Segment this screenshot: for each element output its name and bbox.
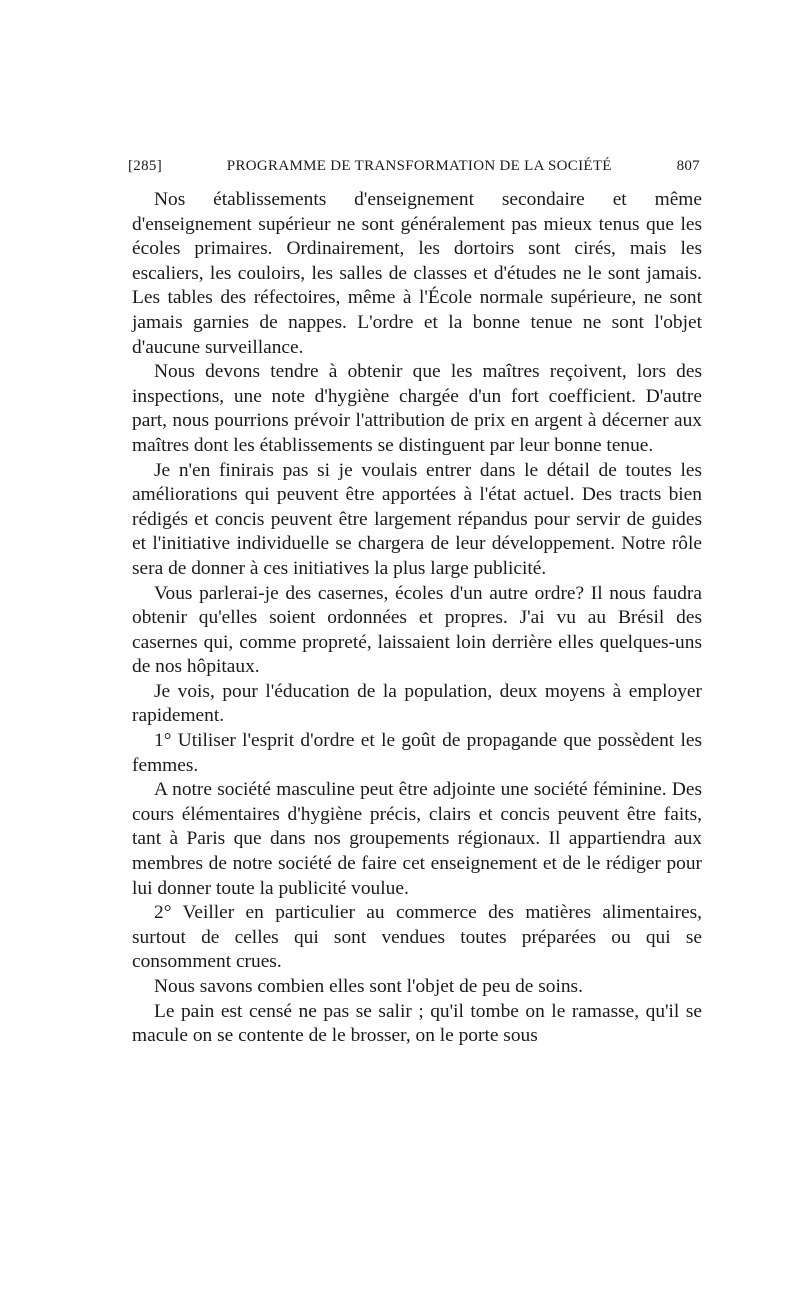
- paragraph: A notre société masculine peut être adjointe une société féminine. Des cours élémentaires d'hygiène précis, clairs et concis peuvent être faits, tant à Paris que dans nos groupements régionaux. Il appartiendra aux membres de notre société de faire cet enseignement et de le rédiger pour lui donner toute la publicité voulue.: [132, 779, 702, 899]
- paragraph: Nos établissements d'enseignement secondaire et même d'enseignement supérieur ne sont généralement pas mieux tenus que les écoles primaires. Ordinairement, les dortoirs sont cirés, mais les escaliers, les couloirs, les salles de classes et d'études ne le sont jamais. Les tables des réfectoires, même à l'École normale supérieure, ne sont jamais garnies de nappes. L'ordre et la bonne tenue ne sont l'objet d'aucune surveillance.: [132, 189, 702, 358]
- page-number: 807: [676, 158, 700, 174]
- paragraph: Vous parlerai-je des casernes, écoles d'un autre ordre? Il nous faudra obtenir qu'elles soient ordonnées et propres. J'ai vu au Brésil des casernes qui, comme propreté, laissaient loin derrière elles quelques-uns de nos hôpitaux.: [132, 582, 702, 678]
- running-header: [128, 158, 700, 175]
- paragraph: 1° Utiliser l'esprit d'ordre et le goût de propagande que possèdent les femmes.: [132, 730, 702, 776]
- paragraph: Nous savons combien elles sont l'objet de peu de soins.: [154, 976, 583, 997]
- paragraph: Je n'en finirais pas si je voulais entrer dans le détail de toutes les améliorations qui peuvent être apportées à l'état actuel. Des tracts bien rédigés et concis peuvent être largement répandus pour servir de guides et l'initiative individuelle se chargera de leur développement. Notre rôle sera de donner à ces initiatives la plus large publicité.: [132, 459, 702, 579]
- paragraph: Le pain est censé ne pas se salir ; qu'il tombe on le ramasse, qu'il se macule on se contente de le brosser, on le porte sous: [132, 1000, 702, 1047]
- header-title: PROGRAMME DE TRANSFORMATION DE LA SOCIÉTÉ: [226, 158, 612, 174]
- header-reference: [285]: [128, 158, 162, 174]
- body-text: [132, 188, 702, 1049]
- paragraph: Nous devons tendre à obtenir que les maîtres reçoivent, lors des inspections, une note d'hygiène chargée d'un fort coefficient. D'autre part, nous pourrions prévoir l'attribution de prix en argent à décerner aux maîtres dont les établissements se distinguent par leur bonne tenue.: [132, 361, 702, 456]
- paragraph: 2° Veiller en particulier au commerce des matières alimentaires, surtout de celles qui sont vendues toutes préparées ou qui se consomment crues.: [132, 902, 702, 973]
- paragraph: Je vois, pour l'éducation de la population, deux moyens à employer rapidement.: [132, 680, 702, 727]
